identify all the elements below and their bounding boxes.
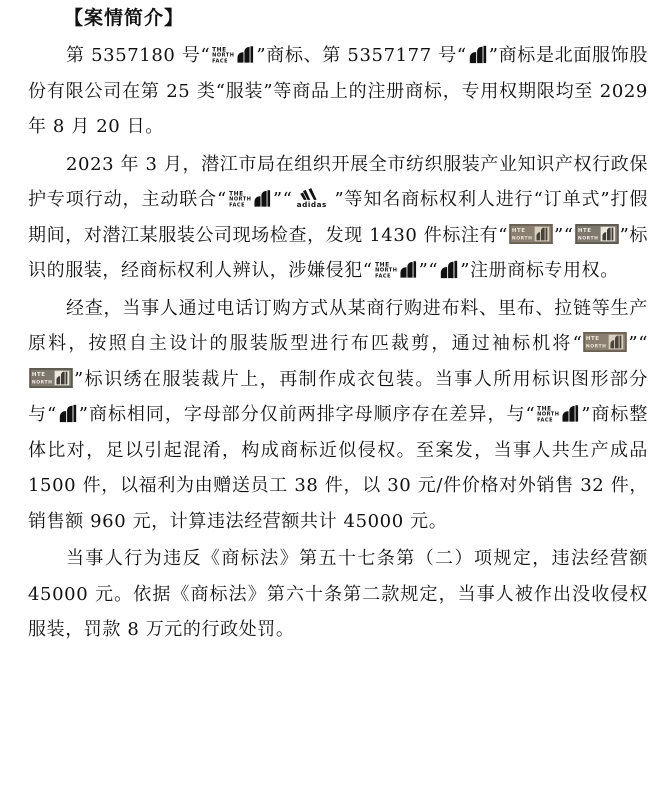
svg-text:THE: THE — [537, 406, 552, 413]
svg-text:THE: THE — [374, 262, 390, 269]
text-run: ”等知名商标权利人进行“订单式”打假期间，对潜江某服装公司现场检查，发现 1430 件标注有“ — [28, 189, 648, 246]
text-run: ”“ — [418, 260, 439, 281]
svg-text:FACE: FACE — [212, 58, 229, 64]
section-heading: 【案情简介】 — [64, 7, 185, 29]
text-run: ”商标是北面服饰股份有限公司在第 25 类“服装”等商品上的注册商标，专用权期限均至 2029 年 8 月 20 日。 — [28, 45, 648, 137]
svg-text:NORTH: NORTH — [537, 411, 560, 418]
svg-text:HTE: HTE — [511, 227, 526, 234]
svg-text:NORTH: NORTH — [228, 196, 252, 203]
adidas-logo — [293, 188, 333, 208]
the-north-face-logo — [211, 44, 255, 64]
svg-text:NORTH: NORTH — [31, 379, 53, 385]
text-run: ”商标整体比对，足以引起混淆，构成商标近似侵权。至案发，当事人共生产成品 1500 件，以福利为由赠送员工 38 件，以 30 元/件价格对外销售 32 件，销售额 960 元，计算违法经营额共计 45000 元。 — [28, 404, 648, 532]
infringing-label-logo — [29, 368, 73, 388]
text-run: 第 5357180 号“ — [66, 45, 211, 66]
the-north-face-mark-logo — [58, 403, 78, 423]
svg-text:HTE: HTE — [586, 336, 600, 343]
paragraph-trademark-info — [28, 38, 648, 145]
the-north-face-mark-logo — [468, 44, 488, 64]
infringing-label-logo — [575, 224, 619, 244]
text-run: ”“ — [628, 333, 648, 354]
svg-text:NORTH: NORTH — [577, 235, 599, 241]
infringing-label-logo — [583, 332, 627, 352]
the-north-face-mark-logo — [439, 259, 459, 279]
text-run: 经查，当事人通过电话订购方式从某商行购进布料、里布、拉链等生产原料，按照自主设计的服装版型进行布匹裁剪，通过袖标机将“ — [28, 297, 648, 354]
paragraph-investigation — [28, 291, 648, 540]
svg-text:FACE: FACE — [228, 202, 245, 208]
paragraph-penalty — [28, 541, 648, 648]
text-run: ”“ — [272, 189, 293, 210]
svg-text:NORTH: NORTH — [511, 235, 533, 241]
the-north-face-logo — [228, 188, 272, 208]
svg-text:HTE: HTE — [577, 227, 592, 234]
infringing-label-logo — [509, 224, 553, 244]
svg-text:FACE: FACE — [374, 273, 391, 279]
svg-text:THE: THE — [228, 191, 244, 198]
text-run: 当事人行为违反《商标法》第五十七条第（二）项规定，违法经营额 45000 元。依据《商标法》第六十条第二款规定，当事人被作出没收侵权服装，罚款 8 万元的行政处罚。 — [28, 548, 648, 640]
svg-text:NORTH: NORTH — [374, 267, 398, 274]
document-body — [28, 4, 648, 648]
text-run: ”标识绣在服装裁片上，再制作成衣包装。当事人所用标识图形部分与“ — [28, 368, 648, 425]
svg-text:NORTH: NORTH — [586, 344, 607, 350]
svg-text:HTE: HTE — [31, 371, 46, 378]
text-run: 2023 年 3 月，潜江市局在组织开展全市纺织服装产业知识产权行政保护专项行动，主动联合“ — [28, 153, 648, 210]
paragraph-inspection — [28, 147, 648, 289]
text-run: ”注册商标专用权。 — [460, 260, 619, 281]
the-north-face-logo — [374, 259, 418, 279]
text-run: ”“ — [553, 224, 574, 246]
text-run: ”商标、第 5357177 号“ — [256, 45, 467, 66]
text-run: ”商标相同，字母部分仅前两排字母顺序存在差异，与“ — [78, 404, 536, 425]
svg-text:NORTH: NORTH — [212, 52, 235, 59]
svg-text:FACE: FACE — [537, 417, 554, 423]
the-north-face-logo — [536, 403, 580, 423]
svg-text:adidas: adidas — [297, 200, 328, 208]
text-run: ”标识的服装，经商标权利人辨认，涉嫌侵犯“ — [28, 224, 649, 281]
svg-text:THE: THE — [212, 47, 228, 54]
